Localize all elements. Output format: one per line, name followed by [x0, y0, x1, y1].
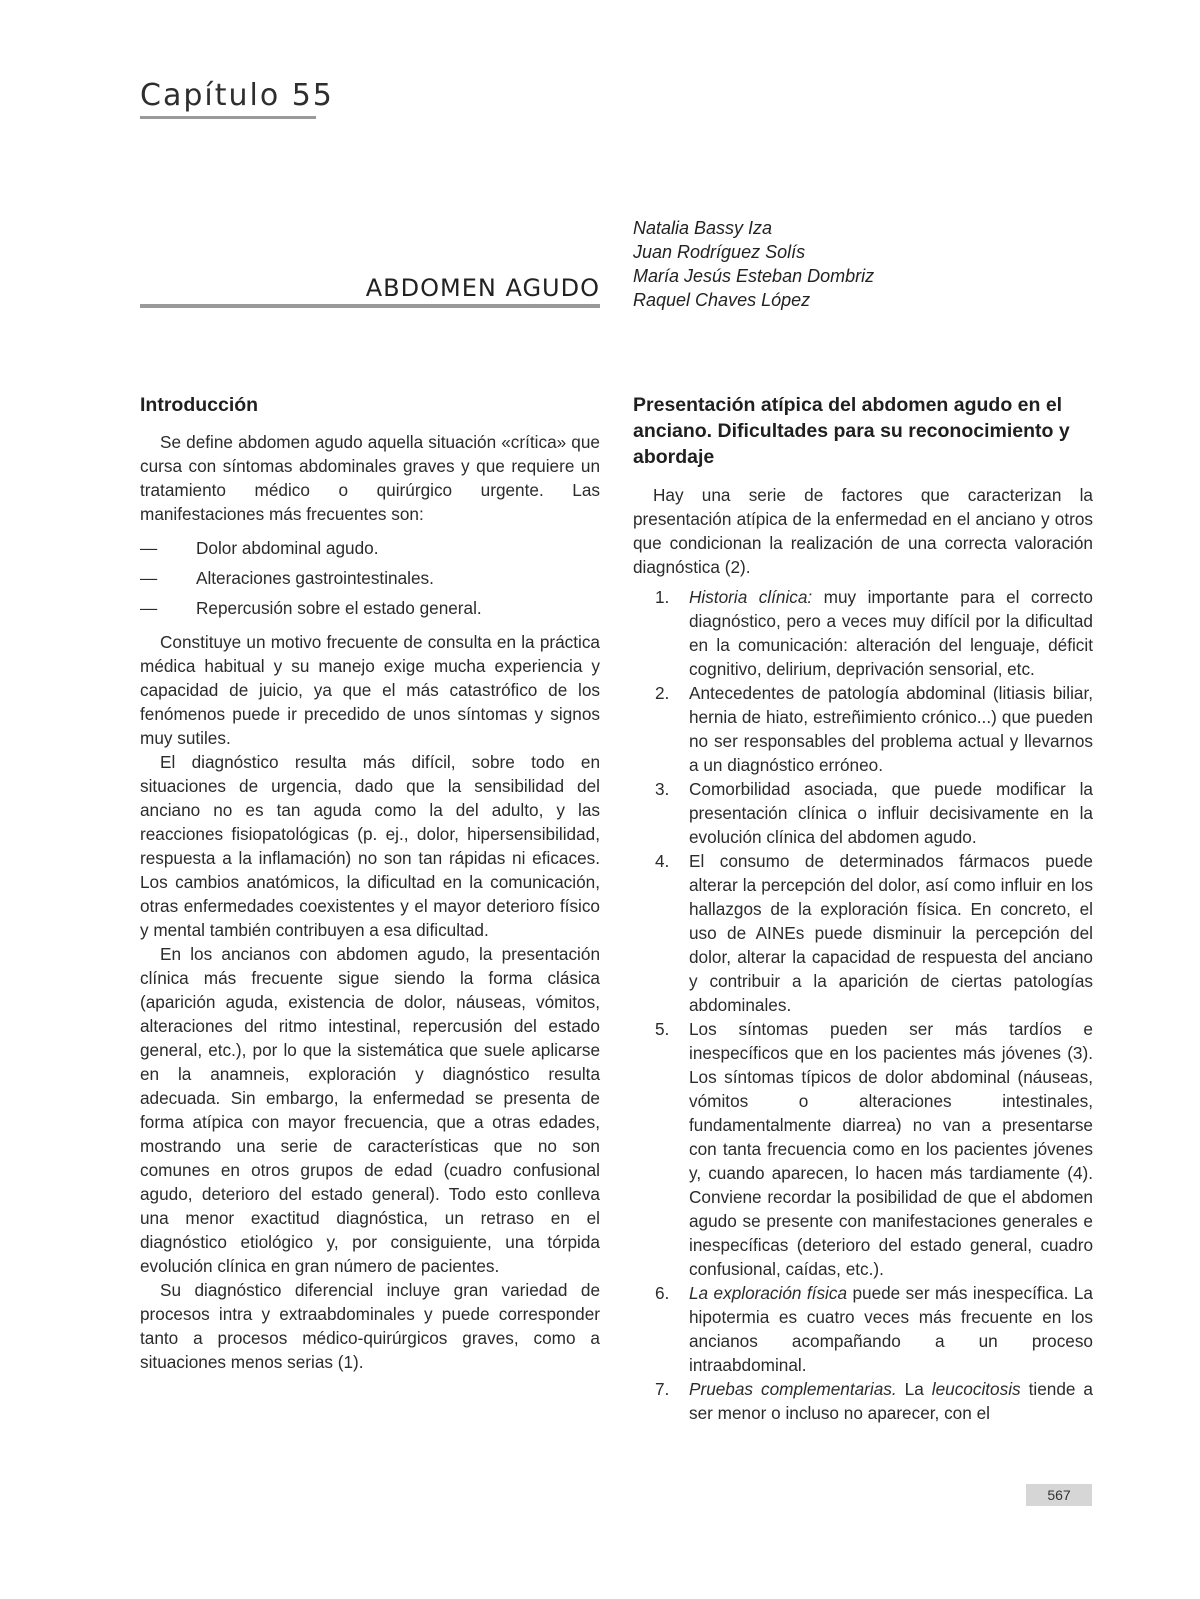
body-paragraph: Su diagnóstico diferencial incluye gran variedad de procesos intra y extraabdominales y puede corresponder tanto a procesos médico-quirúrgicos graves, como a situaciones menos serias (1).: [140, 1280, 600, 1372]
body-paragraph: Constituye un motivo frecuente de consulta en la práctica médica habitual y su manejo exige mucha experiencia y capacidad de juicio, ya que el más catastrófico de los fenómenos puede ir precedido de unos síntomas y signos muy sutiles.: [140, 632, 600, 748]
chapter-title: ABDOMEN AGUDO: [365, 274, 600, 302]
dash-marker: —: [140, 598, 158, 618]
intro-paragraph: Se define abdomen agudo aquella situación «crítica» que cursa con síntomas abdominales graves y que requiere un tratamiento médico o quirúrgico urgente. Las manifestaciones más frecuentes son:: [140, 432, 600, 524]
author: Juan Rodríguez Solís: [633, 242, 806, 262]
body-paragraph: En los ancianos con abdomen agudo, la presentación clínica más frecuente sigue siendo la forma clásica (aparición aguda, existencia de dolor, náuseas, vómitos, alteraciones del ritmo intestinal, repercusión del estado general, etc.), por lo que la sistemática que suele aplicarse en la anamneis, exploración y diagnóstico resulta adecuada. Sin embargo, la enfermedad se presenta de forma atípica con mayor frecuencia, que a otras edades, mostrando una serie de características que no son comunes en otros grupos de edad (cuadro confusional agudo, deterioro del estado general). Todo esto conlleva una menor exactitud diagnóstica, un retraso en el diagnóstico etiológico y, por consiguiente, una tórpida evolución clínica en gran número de pacientes.: [140, 944, 600, 1276]
list-item: 5. Los síntomas pueden ser más tardíos e inespecíficos que en los pacientes más jóvenes (3). Los síntomas típicos de dolor abdominal (náuseas, vómitos o alteraciones intestinales, fundamentalmente diarrea) no van a presentarse con tanta frecuencia como en los pacientes jóvenes y, cuando aparecen, lo hacen más tardiamente (4). Conviene recordar la posibilidad de que el abdomen agudo se presente con manifestaciones generales e inespecíficas (deterioro del estado general, cuadro confusional, caídas, etc.).: [655, 1019, 1093, 1279]
factors-list: [633, 585, 1093, 1425]
body-paragraph: El diagnóstico resulta más difícil, sobre todo en situaciones de urgencia, dado que la sensibilidad del anciano no es tan aguda como la del adulto, y las reacciones fisiopatológicas (p. ej., dolor, hipersensibilidad, respuesta a la inflamación) no son tan rápidas ni eficaces. Los cambios anatómicos, la dificultad en la comunicación, otras enfermedades coexistentes y el mayor deterioro físico y mental también contribuyen a esa dificultad.: [140, 752, 600, 940]
list-item: — Repercusión sobre el estado general.: [140, 598, 482, 618]
author: María Jesús Esteban Dombriz: [633, 266, 875, 286]
section-heading-presentacion-atipica: Presentación atípica del abdomen agudo en el anciano. Dificultades para su reconocimiento y abordaje: [633, 394, 1070, 468]
list-item: — Dolor abdominal agudo.: [140, 538, 379, 558]
list-item: 3. Comorbilidad asociada, que puede modificar la presentación clínica o influir decisivamente en la evolución clínica del abdomen agudo.: [655, 779, 1093, 847]
list-item: 4. El consumo de determinados fármacos puede alterar la percepción del dolor, así como influir en los hallazgos de la exploración física. En concreto, el uso de AINEs puede disminuir la percepción del dolor, alterar la capacidad de respuesta del anciano y contribuir a la aparición de ciertas patologías abdominales.: [655, 851, 1093, 1015]
author: Raquel Chaves López: [633, 290, 811, 310]
intro-paragraph: Hay una serie de factores que caracterizan la presentación atípica de la enfermedad en el anciano y otros que condicionan la realización de una correcta valoración diagnóstica (2).: [633, 485, 1093, 577]
dash-marker: —: [140, 568, 158, 588]
dash-marker: —: [140, 538, 158, 558]
page-number: 567: [1026, 1484, 1092, 1506]
author-list: [633, 216, 874, 312]
list-item: 7. Pruebas complementarias. La leucocitosis tiende a ser menor o incluso no aparecer, con el: [655, 1379, 1093, 1423]
section-heading-introduccion: Introducción: [140, 394, 259, 416]
manifestations-list: [140, 536, 600, 620]
title-underline: [140, 304, 600, 308]
chapter-label: Capítulo 55: [140, 78, 334, 113]
list-item: 2. Antecedentes de patología abdominal (litiasis biliar, hernia de hiato, estreñimiento crónico...) que pueden no ser responsables del problema actual y llevarnos a un diagnóstico erróneo.: [655, 683, 1093, 775]
list-item: — Alteraciones gastrointestinales.: [140, 568, 434, 588]
list-item: 6. La exploración física puede ser más inespecífica. La hipotermia es cuatro veces más frecuente en los ancianos acompañando a un proceso intraabdominal.: [655, 1283, 1093, 1375]
list-item: 1. Historia clínica: muy importante para el correcto diagnóstico, pero a veces muy difícil por la dificultad en la comunicación: alteración del lenguaje, déficit cognitivo, delirium, deprivación sensorial, etc.: [655, 587, 1093, 679]
author: Natalia Bassy Iza: [633, 218, 773, 238]
chapter-underline: [140, 116, 316, 119]
right-column: [633, 392, 1093, 1425]
left-column: [140, 392, 600, 1374]
